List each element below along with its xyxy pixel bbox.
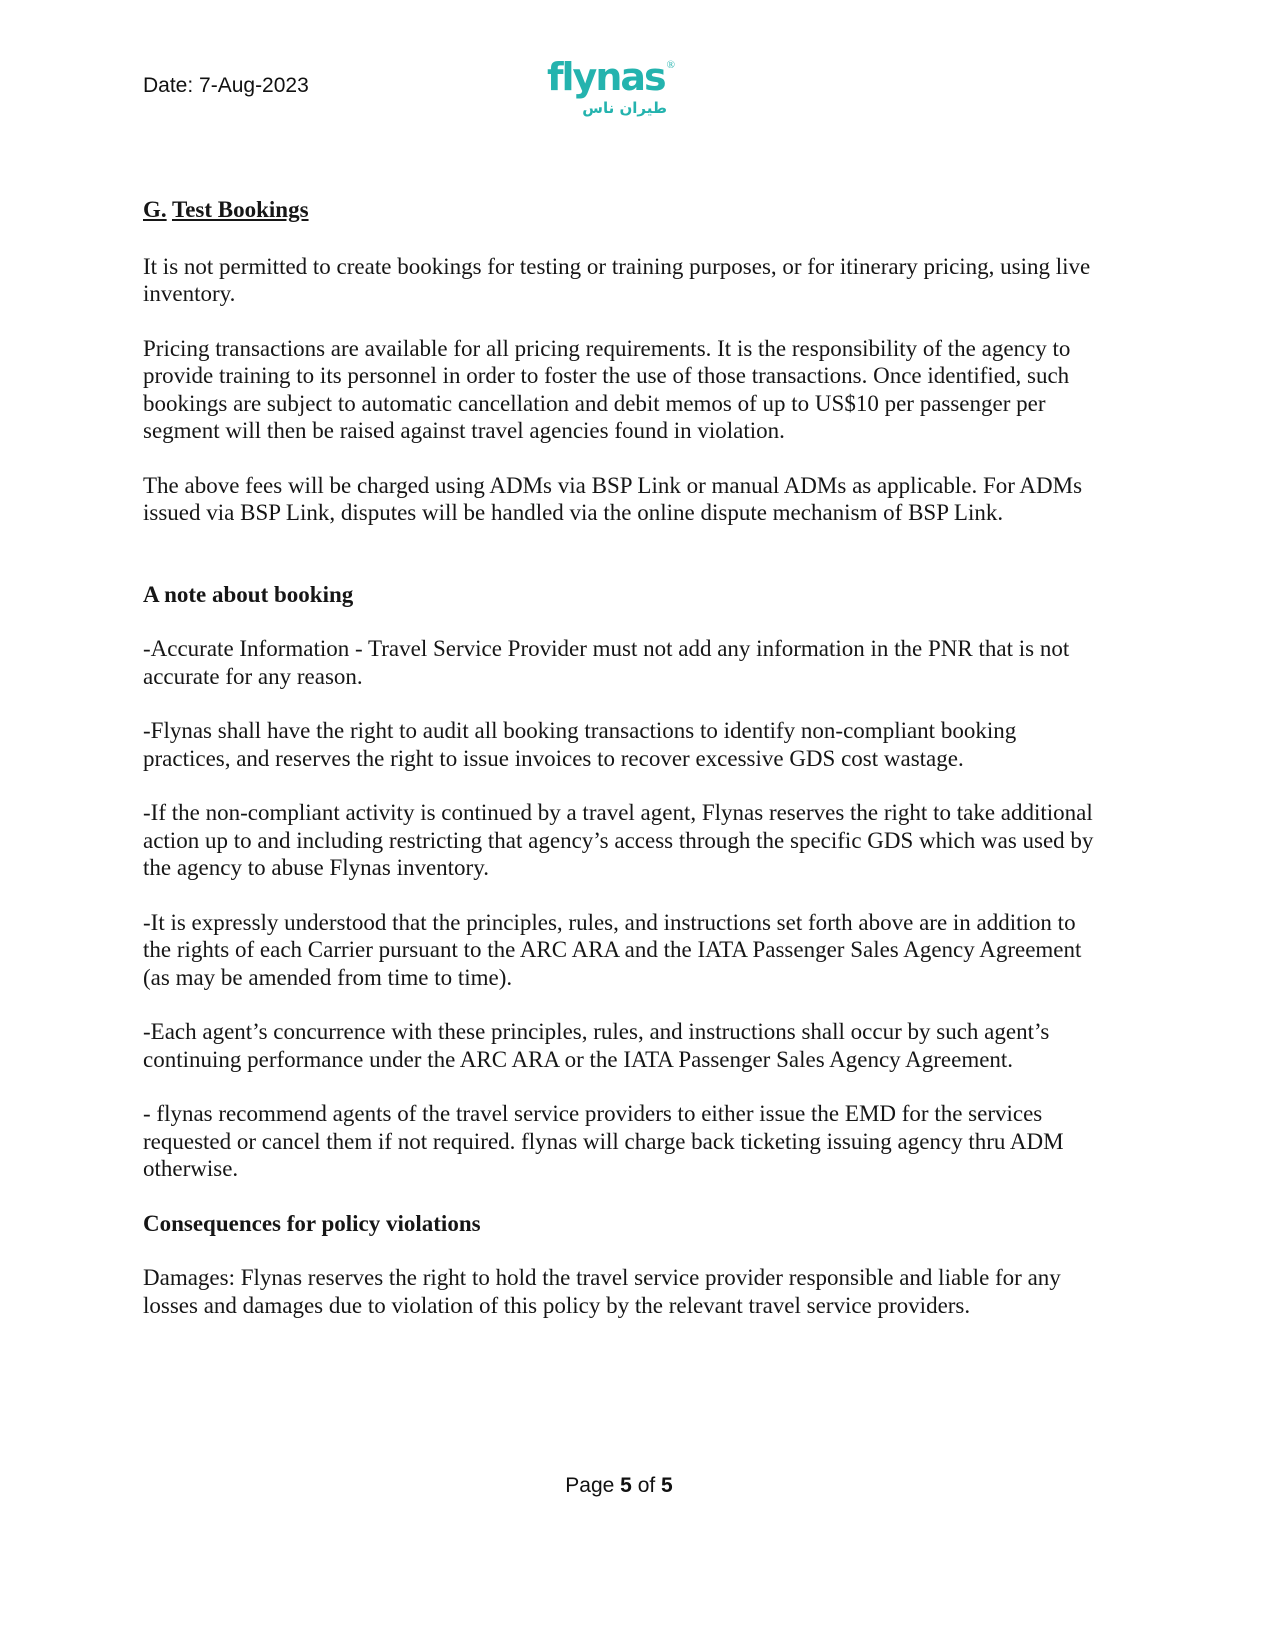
page-footer [143,1474,1095,1498]
paragraph-test-bookings-intro: It is not permitted to create bookings for testing or training purposes, or for itinerary pricing, using live inventory. [143,253,1091,306]
footer-page-number: 5 [620,1474,632,1497]
flynas-wordmark-row [546,55,675,99]
paragraph-accurate-information: -Accurate Information - Travel Service Provider must not add any information in the PNR that is not accurate for any reason. [143,636,1070,689]
paragraph-expressly-understood: -It is expressly understood that the principles, rules, and instructions set forth above are in addition to the rights of each Carrier pursuant to the ARC ARA and the IATA Passenger Sales Agency Agreement (as may be amended from time to time). [143,909,1082,990]
paragraph-pricing-transactions: Pricing transactions are available for all pricing requirements. It is the responsibility of the agency to provide training to its personnel in order to foster the use of those transactions. Once identified, such bookings are subject to automatic cancellation and debit memos of up to US$10 per passenger per segment will then be raised against travel agencies found in violation. [143,335,1071,443]
paragraph-emd-recommendation: - flynas recommend agents of the travel service providers to either issue the EMD for the services requested or cancel them if not required. flynas will charge back ticketing issuing agency thru ADM otherwise. [143,1101,1064,1181]
paragraph-damages: Damages: Flynas reserves the right to hold the travel service provider responsible and liable for any losses and damages due to violation of this policy by the relevant travel service providers. [143,1265,1061,1318]
section-heading-number: G. [143,197,167,222]
flynas-logo [500,55,675,117]
footer-page-total: 5 [661,1474,673,1497]
section-heading-title: Test Bookings [171,197,309,222]
footer-of-label: of [637,1474,656,1497]
note-about-booking-heading: A note about booking [143,581,354,607]
paragraph-agent-concurrence: -Each agent’s concurrence with these principles, rules, and instructions shall occur by such agent’s continuing performance under the ARC ARA or the IATA Passenger Sales Agency Agreement. [143,1019,1050,1072]
section-heading-g [143,196,1095,224]
paragraph-non-compliant-activity: -If the non-compliant activity is continued by a travel agent, Flynas reserves the right to take additional action up to and including restricting that agency’s access through the specific GDS which was used by the agency to abuse Flynas inventory. [143,800,1094,880]
document-body [143,196,1095,1346]
flynas-arabic-name: طيران ناس [582,99,667,117]
paragraph-adm-fees: The above fees will be charged using ADMs via BSP Link or manual ADMs as applicable. For ADMs issued via BSP Link, disputes will be handled via the online dispute mechanism of BSP Link. [143,472,1083,525]
registered-trademark-mark: ® [666,59,675,71]
date-label: Date: 7-Aug-2023 [143,74,309,97]
footer-page-label: Page [565,1474,615,1497]
flynas-wordmark: flynas [546,55,665,99]
paragraph-audit-rights: -Flynas shall have the right to audit all booking transactions to identify non-compliant booking practices, and reserves the right to issue invoices to recover excessive GDS cost wastage. [143,718,1017,771]
consequences-heading: Consequences for policy violations [143,1210,481,1236]
